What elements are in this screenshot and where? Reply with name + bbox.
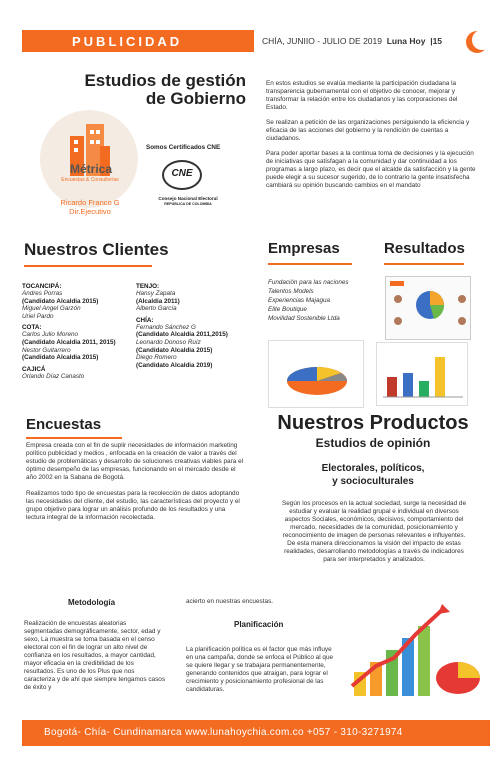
client-note: (Candidato Alcaldia 2011, 2015) — [22, 338, 116, 346]
products-sub2-line1: Electorales, políticos, — [321, 463, 425, 474]
section-header: PUBLICIDAD — [22, 30, 254, 52]
planning-paragraph: La planificación política es el factor que más influye en una campaña, donde se enfoca el Público al que se quiere llegar y se trabajara permanentemente, generando contenidos que atraigan, para lograr el crecimiento y posicionamiento profesional de las candidaturas. — [186, 646, 334, 693]
client-name: Fernando Sánchez G — [136, 323, 196, 331]
header-date: CHÍA, JUNIIO - JULIO DE 2019 — [262, 36, 382, 46]
footer-bar: Bogotá- Chía- Cundinamarca www.lunahoychia.com.co +057 - 310-3271974 — [22, 720, 490, 746]
client-place: TOCANCIPÁ: — [22, 283, 62, 290]
page-number: |15 — [430, 36, 443, 46]
client-note: (Candidato Alcaldia 2011,2015) — [136, 331, 228, 339]
company-item: Talentos Models — [268, 288, 314, 295]
header-info — [262, 36, 442, 46]
cert-label: Somos Certificados CNE — [146, 144, 221, 151]
metrica-logo — [40, 110, 138, 208]
client-name: Carlos Julio Moreno — [22, 331, 78, 339]
client-name: Nestor Guitarrero — [22, 346, 71, 354]
products-sub2 — [260, 462, 486, 488]
growth-chart-illustration — [346, 600, 484, 708]
companies-title: Empresas — [268, 240, 340, 257]
pie-chart-icon — [269, 341, 365, 409]
cne-name: Consejo Nacional Electoral — [158, 196, 218, 201]
header-brand: Luna Hoy — [386, 36, 426, 46]
client-place: TENJO: — [136, 283, 160, 290]
logo-name: Métrica — [69, 162, 113, 176]
intro-para-3: Para poder aportar bases a la continua toma de decisiones y la ejecución de iniciativas que satisfagan a la comunidad y dar continuidad a los programas a largo plazo, es decir que el alcalde da satisfacción y la gente puede elegir a su sucesor sugerido, de lo contrario la gente insatisfecha cambiará su opinión buscando cambios en el mandato — [266, 150, 476, 189]
building-icon — [40, 110, 138, 208]
client-place: CAJICÁ — [22, 365, 46, 373]
company-item: Movilidad Sostenible Ltda — [268, 315, 340, 322]
moon-cutout — [472, 30, 492, 50]
surveys-title: Encuestas — [26, 416, 102, 433]
client-name: Leonardo Donoso Ruíz — [136, 338, 201, 346]
clients-rule — [24, 265, 152, 267]
client-note: (Candidato Alcaldia 2015) — [22, 354, 99, 362]
client-name: Uriel Pardo — [22, 312, 54, 320]
client-place: CHÍA: — [136, 316, 154, 324]
intro-title-line1: Estudios de gestión — [84, 71, 246, 90]
products-sub2-line2: y socioculturales — [332, 476, 414, 487]
intro-title — [78, 72, 246, 108]
methodology-paragraph: Realización de encuestas aleatorias segmentadas demográficamente, sector, edad y sexo, La muestra se toma basada en el censo electoral con el fin de lograr un alto nivel de confianza en los resultados, a mayor cantidad, mayor eficacia en la credibilidad de los resultados. Es uno de los Plus que nos caracteriza y de ahí que siempre tengamos casos de éxito y — [24, 620, 166, 691]
results-image-2 — [268, 340, 364, 408]
results-title: Resultados — [384, 240, 465, 257]
cne-logo: CNE — [162, 160, 202, 190]
companies-rule — [268, 263, 352, 265]
client-note: (Alcaldia 2011) — [136, 297, 180, 305]
client-note: (Candidato Alcaldia 2015) — [22, 297, 99, 305]
logo-sub: Encuestas & Consultorías — [61, 177, 119, 183]
methodology-continued: acierto en nuestras encuestas. — [186, 598, 274, 605]
results-chart-icon — [386, 277, 472, 341]
client-name: Orlando Díaz Canasto — [22, 372, 85, 380]
surveys-para-2: Realizamos todo tipo de encuestas para la recolección de datos adoptando las necesidades del cliente, del estudio, las características del proyecto y el grupo objetivo para lograr un análisis profundo de los resultados y una lectura integral de la información recolectada. — [26, 490, 240, 521]
clients-column-1 — [22, 283, 142, 380]
clients-column-2 — [136, 283, 256, 369]
companies-list — [268, 278, 378, 323]
cne-text — [148, 196, 228, 207]
person-info — [55, 198, 125, 216]
surveys-rule — [26, 437, 122, 439]
surveys-para-1: Empresa creada con el fin de suplir necesidades de información marketing político publicidad y medios , enfocada en la creación de valor a través del estudio de problemáticas y desarrollo de soluciones creativas viables para el óptimo desempeño de las empresas, funcionando en el mercado desde el año 2002 en la Sabana de Bogotá. — [26, 442, 244, 481]
results-image-1 — [385, 276, 471, 340]
products-subtitle: Estudios de opinión — [315, 436, 431, 450]
company-item: Experiencias Majagua — [268, 297, 330, 304]
client-name: Alberto García — [136, 305, 177, 313]
company-item: Fundación para las naciones — [268, 279, 349, 286]
client-name: Diego Romero — [136, 354, 177, 362]
intro-para-2: Se realizan a petición de las organizaciones persiguiendo la eficiencia y eficacia de las acciones del gobierno y la rendición de cuentas a ciudadanos. — [266, 119, 470, 142]
clients-title: Nuestros Clientes — [24, 240, 169, 259]
client-name: Hansy Zapata — [136, 290, 176, 297]
results-image-3 — [376, 342, 468, 406]
client-place: COTA: — [22, 324, 42, 332]
results-rule — [384, 263, 464, 265]
client-note: (Candidato Alcaldia 2015) — [136, 346, 213, 354]
bar-chart-icon — [377, 343, 469, 407]
growth-chart-icon — [346, 600, 484, 708]
planning-title: Planificación — [234, 620, 284, 629]
methodology-title: Metodología — [68, 598, 116, 607]
intro-paragraphs — [266, 80, 480, 190]
client-note: (Candidato Alcaldia 2019) — [136, 361, 213, 369]
company-item: Elite Boutique — [268, 306, 307, 313]
person-name: Ricardo Franco G — [60, 198, 120, 207]
products-title: Nuestros Productos — [277, 412, 469, 434]
intro-para-1: En estos estudios se evalúa mediante la participación ciudadana la transparencia gubernamental con el objetivo de conocer, mejorar y transformar la relación entre los ciudadanos y las corporaciones del Estado. — [266, 80, 458, 111]
intro-title-line2: de Gobierno — [145, 89, 246, 108]
surveys-paragraphs — [26, 442, 244, 522]
person-role: Dir.Ejecutivo — [69, 207, 111, 216]
client-name: Miguel Angel Garzón — [22, 305, 81, 313]
client-name: Andres Porras — [22, 290, 63, 297]
cne-sub: REPÚBLICA DE COLOMBIA — [164, 201, 212, 206]
products-paragraph: Según los procesos en la actual sociedad, surge la necesidad de estudiar y evaluar la realidad grupal e individual en diversos aspectos Sociales, económicos, decisivos, comportamiento del mercado, necesidades de la comunidad, posicionamiento y reconocimiento de imagen de personas relevantes e influyentes. De esta manera direccionamos la visión del impacto de estas realidades, desarrollando metodologías a través de indicadores para ser interpretados y analizados. — [281, 500, 467, 563]
